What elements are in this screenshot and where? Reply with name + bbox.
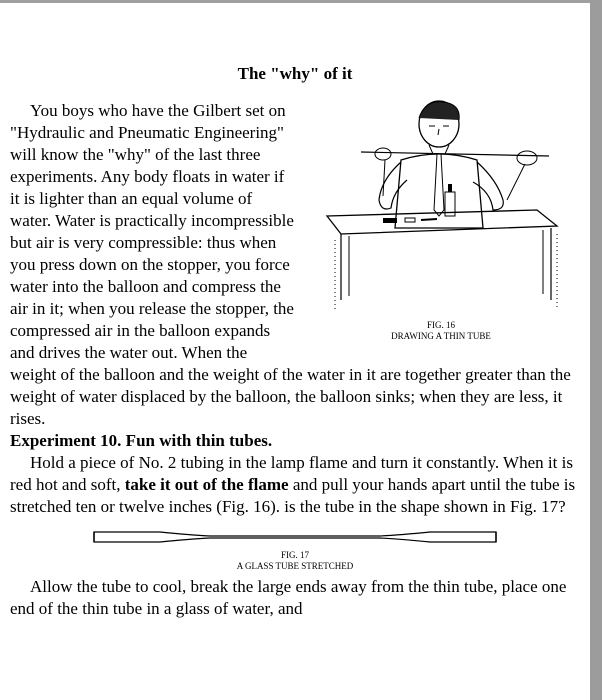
document-page bbox=[0, 3, 590, 700]
paragraph-1: You boys who have the Gilbert set on "Hydraulic and Pneumatic Engineering" will know the "why" of the last three experiments. Any body floats in water if it is lighter than an equal volume of water. Water is practically incompressible but air is very compressible: thus when you press down on the stopper, you force water into the balloon and compress the air in it; when you release the stopper, the compressed air in the balloon expands and drives the water out. When the weight of the balloon and the weight of the water in it are together greater than the weight of water displaced by the balloon, the balloon sinks; when they are less, it rises. bbox=[10, 101, 571, 428]
stretched-tube-illustration bbox=[90, 530, 500, 544]
paragraph-2-text-a: Hold a piece of No. 2 tubing in the lamp flame and turn it constantly. When it is red hot and soft, bbox=[10, 453, 573, 494]
paragraph-2-bold: take it out of the flame bbox=[124, 475, 289, 494]
boy-drawing-tube-illustration bbox=[321, 100, 561, 320]
experiment-heading: Experiment 10. Fun with thin tubes. bbox=[10, 431, 273, 450]
paragraph-3: Allow the tube to cool, break the large ends away from the thin tube, place one end of the thin tube in a glass of water, and bbox=[10, 577, 567, 618]
figure-17-label: FIG. 17 bbox=[280, 550, 309, 560]
figure-16-label: FIG. 16 bbox=[426, 320, 455, 330]
figure-17-caption: A GLASS TUBE STRETCHED bbox=[236, 561, 354, 571]
paragraph-2-text-b: and pull your hands apart until the tube is stretched ten or twelve inches (Fig. 16). is the tube in the shape shown in Fig. 17? bbox=[10, 475, 576, 516]
section-title: The "why" of it bbox=[237, 64, 353, 83]
paragraph-2 bbox=[10, 452, 580, 518]
figure-17 bbox=[10, 530, 580, 572]
scrollbar-track[interactable] bbox=[590, 0, 602, 700]
figure-16-caption: DRAWING A THIN TUBE bbox=[391, 331, 491, 341]
figure-16 bbox=[306, 100, 576, 360]
